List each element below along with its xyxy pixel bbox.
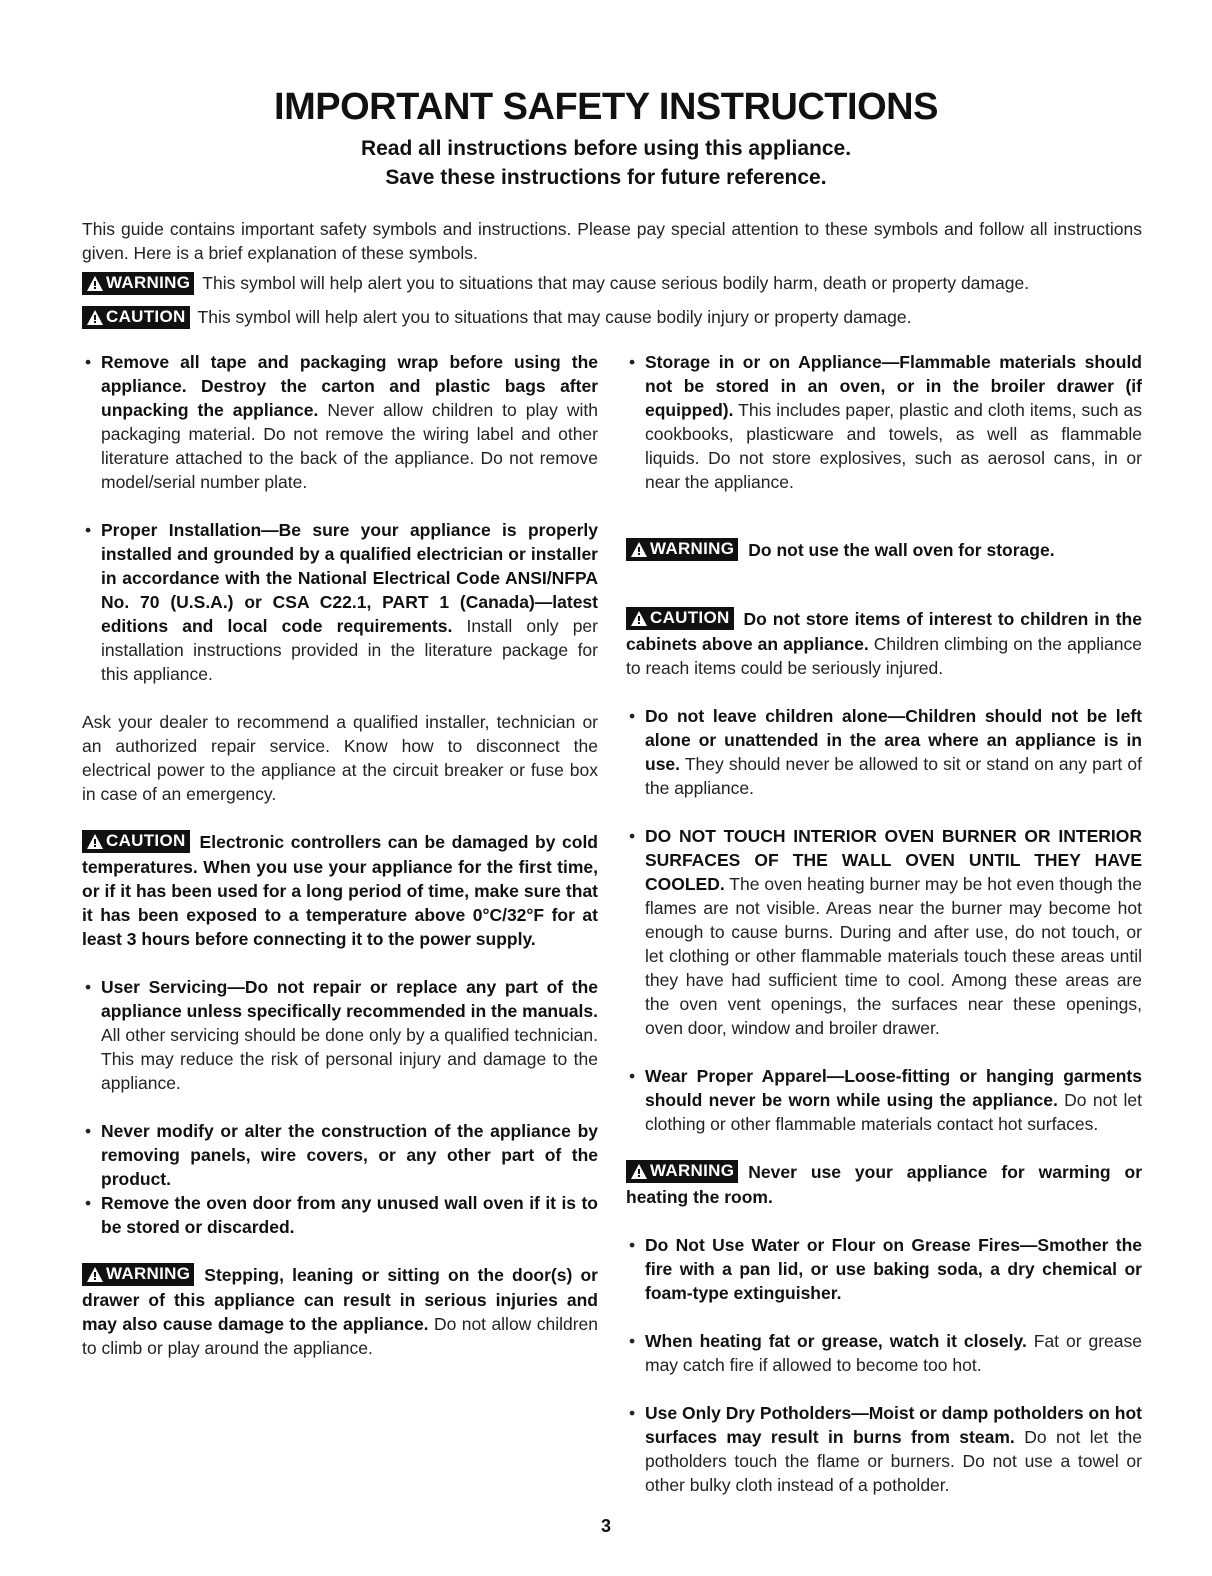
list-item: • Do Not Use Water or Flour on Grease Fires—Smother the fire with a pan lid, or use baking soda, a dry chemical or foam-type extinguisher.	[626, 1233, 1142, 1305]
left-column	[82, 350, 598, 1360]
caution-electronic-controllers: CAUTION Electronic controllers can be damaged by cold temperatures. When you use your appliance for the first time, or if it has been used for a long period of time, make sure that it has been exposed to a temperature above 0°C/32°F for at least 3 hours before connecting it to the power supply.	[82, 831, 598, 949]
list-item: • Storage in or on Appliance—Flammable materials should not be stored in an oven, or in the broiler drawer (if equipped). This includes paper, plastic and cloth items, such as cookbooks, plasticware and towels, as well as flammable liquids. Do not store explosives, such as aerosol cans, in or near the appliance.	[626, 350, 1142, 494]
list-item: • Never modify or alter the construction of the appliance by removing panels, wire covers, or any other part of the product.	[82, 1119, 598, 1191]
page-title: IMPORTANT SAFETY INSTRUCTIONS	[274, 86, 938, 128]
warning-badge: WARNING	[626, 1160, 738, 1183]
caution-symbol-text: This symbol will help alert you to situations that may cause bodily injury or property damage.	[197, 306, 912, 327]
list-item: • Remove all tape and packaging wrap before using the appliance. Destroy the carton and plastic bags after unpacking the appliance. Never allow children to play with packaging material. Do not remove the wiring label and other literature attached to the back of the appliance. Do not remove model/serial number plate.	[82, 350, 598, 494]
warning-badge: WARNING	[626, 538, 738, 561]
alert-triangle-icon	[87, 1267, 103, 1282]
warning-heating-room: WARNING Never use your appliance for warming or heating the room.	[626, 1161, 1142, 1207]
dealer-paragraph: Ask your dealer to recommend a qualified installer, technician or an authorized repair service. Know how to disconnect the electrical power to the appliance at the circuit breaker or fuse box in case of an emergency.	[82, 712, 598, 804]
warning-symbol-row	[82, 271, 1029, 295]
warning-badge: WARNING	[82, 1263, 194, 1286]
intro-paragraph: This guide contains important safety symbols and instructions. Please pay special attention to these symbols and follow all instructions given. Here is a brief explanation of these symbols.	[82, 219, 1142, 263]
alert-triangle-icon	[87, 310, 103, 325]
caution-symbol-row	[82, 305, 912, 329]
caution-badge: CAUTION	[82, 830, 190, 853]
right-column	[626, 350, 1142, 1497]
list-item: • Remove the oven door from any unused wall oven if it is to be stored or discarded.	[82, 1191, 598, 1239]
warning-door-stepping: WARNING Stepping, leaning or sitting on the door(s) or drawer of this appliance can result in serious injuries and may also cause damage to the appliance. Do not allow children to climb or play around the appliance.	[82, 1264, 599, 1358]
alert-triangle-icon	[631, 1164, 647, 1179]
list-item: • DO NOT TOUCH INTERIOR OVEN BURNER OR INTERIOR SURFACES OF THE WALL OVEN UNTIL THEY HAVE COOLED. The oven heating burner may be hot even though the flames are not visible. Areas near the burner may become hot enough to cause burns. During and after use, do not touch, or let clothing or other flammable materials touch these areas until they have had sufficient time to cool. Among these areas are the oven vent openings, the surfaces near these openings, oven door, window and broiler drawer.	[626, 824, 1142, 1040]
caution-badge: CAUTION	[626, 607, 734, 630]
subtitle-read: Read all instructions before using this appliance.	[360, 137, 852, 160]
warning-badge: WARNING	[82, 272, 194, 295]
alert-triangle-icon	[87, 834, 103, 849]
list-item: • When heating fat or grease, watch it closely. Fat or grease may catch fire if allowed to become too hot.	[626, 1329, 1142, 1377]
list-item: • Use Only Dry Potholders—Moist or damp potholders on hot surfaces may result in burns from steam. Do not let the potholders touch the flame or burners. Do not use a towel or other bulky cloth instead of a potholder.	[626, 1401, 1142, 1497]
list-item: • Do not leave children alone—Children should not be left alone or unattended in the area where an appliance is in use. They should never be allowed to sit or stand on any part of the appliance.	[626, 704, 1142, 800]
warning-symbol-text: This symbol will help alert you to situations that may cause serious bodily harm, death or property damage.	[202, 272, 1030, 293]
warning-oven-storage: WARNING Do not use the wall oven for storage.	[626, 538, 1142, 563]
page-number: 3	[600, 1516, 611, 1536]
subtitle-save: Save these instructions for future reference.	[385, 166, 827, 189]
list-item: • Proper Installation—Be sure your appliance is properly installed and grounded by a qualified electrician or installer in accordance with the National Electrical Code ANSI/NFPA No. 70 (U.S.A.) or CSA C22.1, PART 1 (Canada)—latest editions and local code requirements. Install only per installation instructions provided in the literature package for this appliance.	[82, 518, 598, 686]
alert-triangle-icon	[631, 542, 647, 557]
list-item: • Wear Proper Apparel—Loose-fitting or hanging garments should never be worn while using the appliance. Do not let clothing or other flammable materials contact hot surfaces.	[626, 1064, 1142, 1136]
list-item: • User Servicing—Do not repair or replace any part of the appliance unless specifically recommended in the manuals. All other servicing should be done only by a qualified technician. This may reduce the risk of personal injury and damage to the appliance.	[82, 975, 598, 1095]
caution-cabinets: CAUTION Do not store items of interest to children in the cabinets above an appliance. Children climbing on the appliance to reach items could be seriously injured.	[626, 608, 1143, 678]
alert-triangle-icon	[631, 611, 647, 626]
alert-triangle-icon	[87, 276, 103, 291]
caution-badge: CAUTION	[82, 306, 190, 329]
